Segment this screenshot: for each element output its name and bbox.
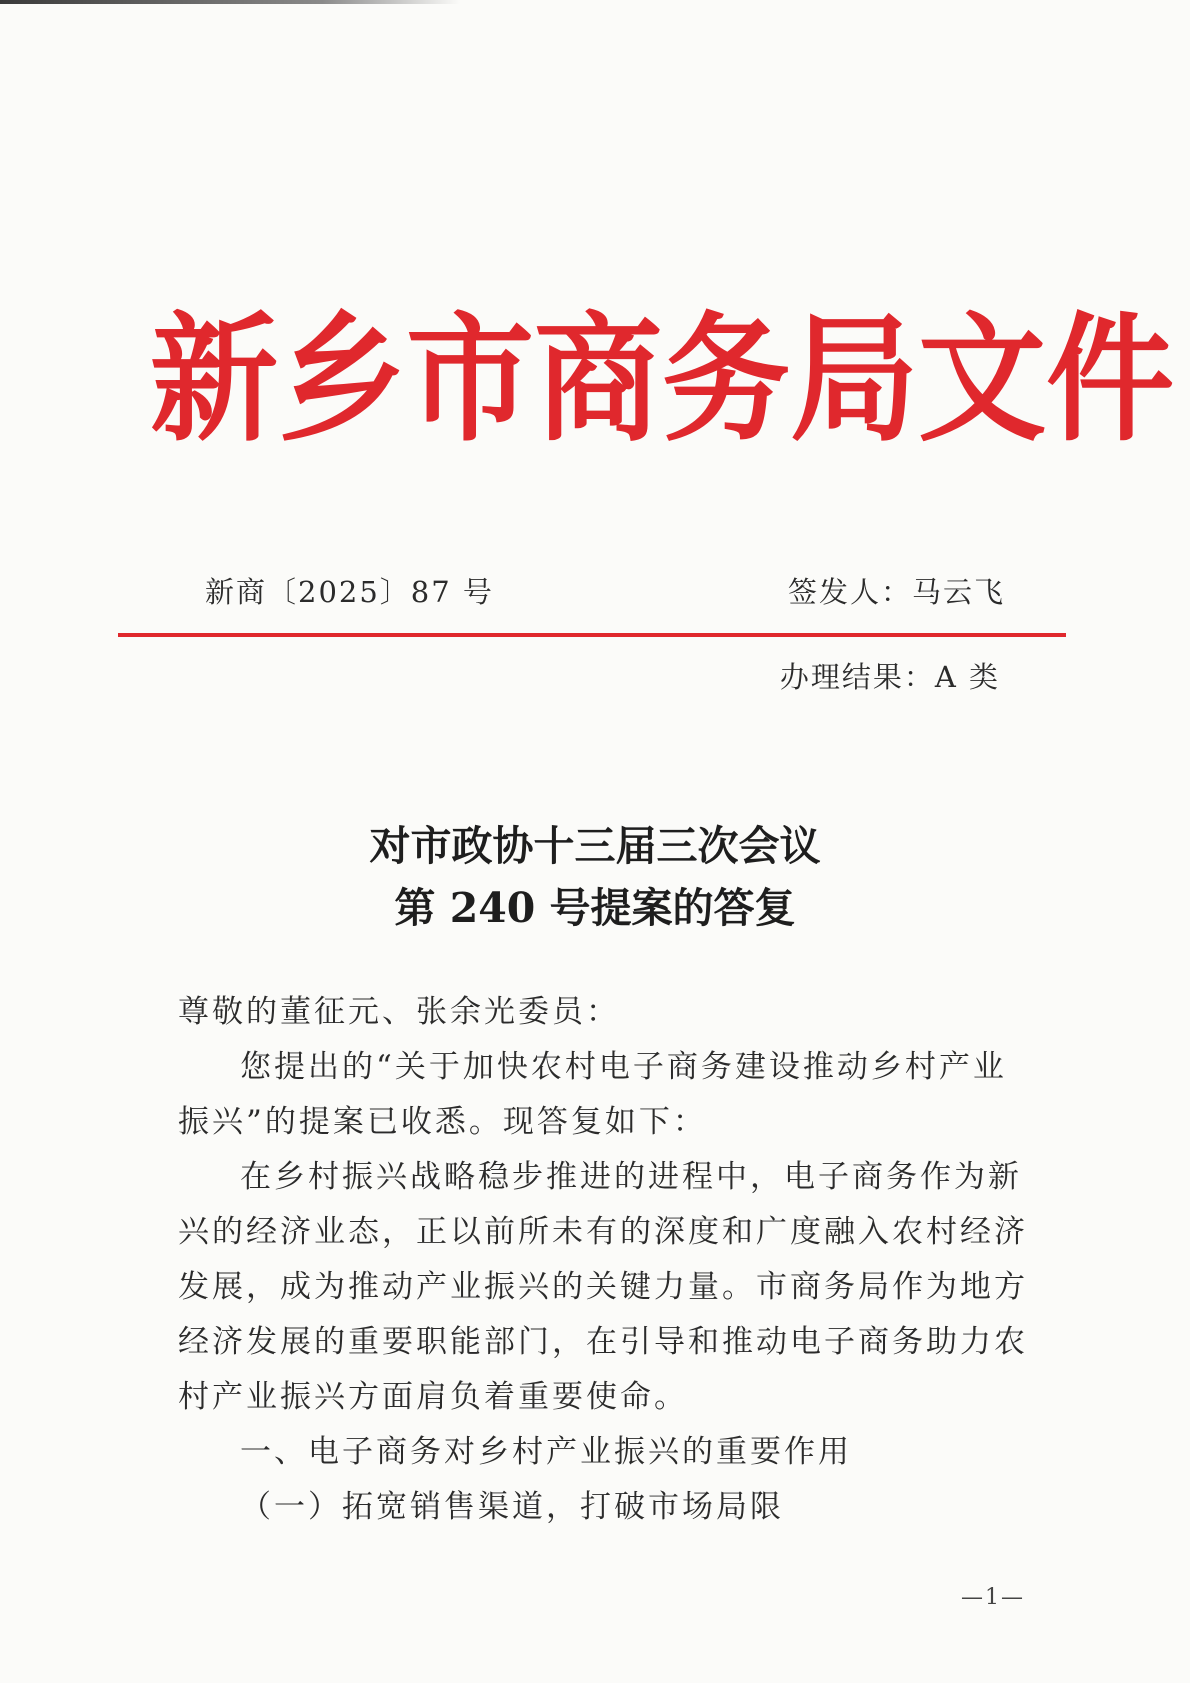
masthead-char: 务 [662, 299, 791, 461]
masthead-char: 文 [918, 299, 1047, 461]
handling-result: 办理结果：A 类 [779, 660, 1000, 694]
masthead-char: 市 [406, 299, 535, 461]
page-number: —1— [961, 1585, 1025, 1610]
signer: 签发人：马云飞 [787, 575, 1005, 609]
masthead-char: 新 [150, 299, 279, 461]
masthead [150, 299, 1175, 461]
paragraph: 您提出的“关于加快农村电子商务建设推动乡村产业振兴”的提案已收悉。现答复如下： [178, 1049, 1007, 1140]
subsection-heading: （一）拓宽销售渠道，打破市场局限 [240, 1489, 784, 1525]
masthead-char: 乡 [278, 299, 407, 461]
masthead-char: 件 [1046, 299, 1175, 461]
section-heading: 一、电子商务对乡村产业振兴的重要作用 [240, 1434, 852, 1470]
document-title [0, 815, 1190, 939]
masthead-char: 局 [790, 299, 919, 461]
document-body [178, 985, 1028, 1535]
scan-edge [0, 0, 460, 4]
red-divider [118, 633, 1066, 637]
document-number: 新商〔2025〕87 号 [205, 575, 494, 609]
salutation: 尊敬的董征元、张余光委员： [178, 994, 620, 1030]
masthead-char: 商 [534, 299, 663, 461]
paragraph: 在乡村振兴战略稳步推进的进程中，电子商务作为新兴的经济业态，正以前所未有的深度和广度融入农村经济发展，成为推动产业振兴的关键力量。市商务局作为地方经济发展的重要职能部门，在引导和推动电子商务助力农村产业振兴方面肩负着重要使命。 [178, 1159, 1028, 1415]
title-line-2: 第 240 号提案的答复 [394, 884, 796, 932]
title-line-1: 对市政协十三届三次会议 [369, 822, 821, 870]
